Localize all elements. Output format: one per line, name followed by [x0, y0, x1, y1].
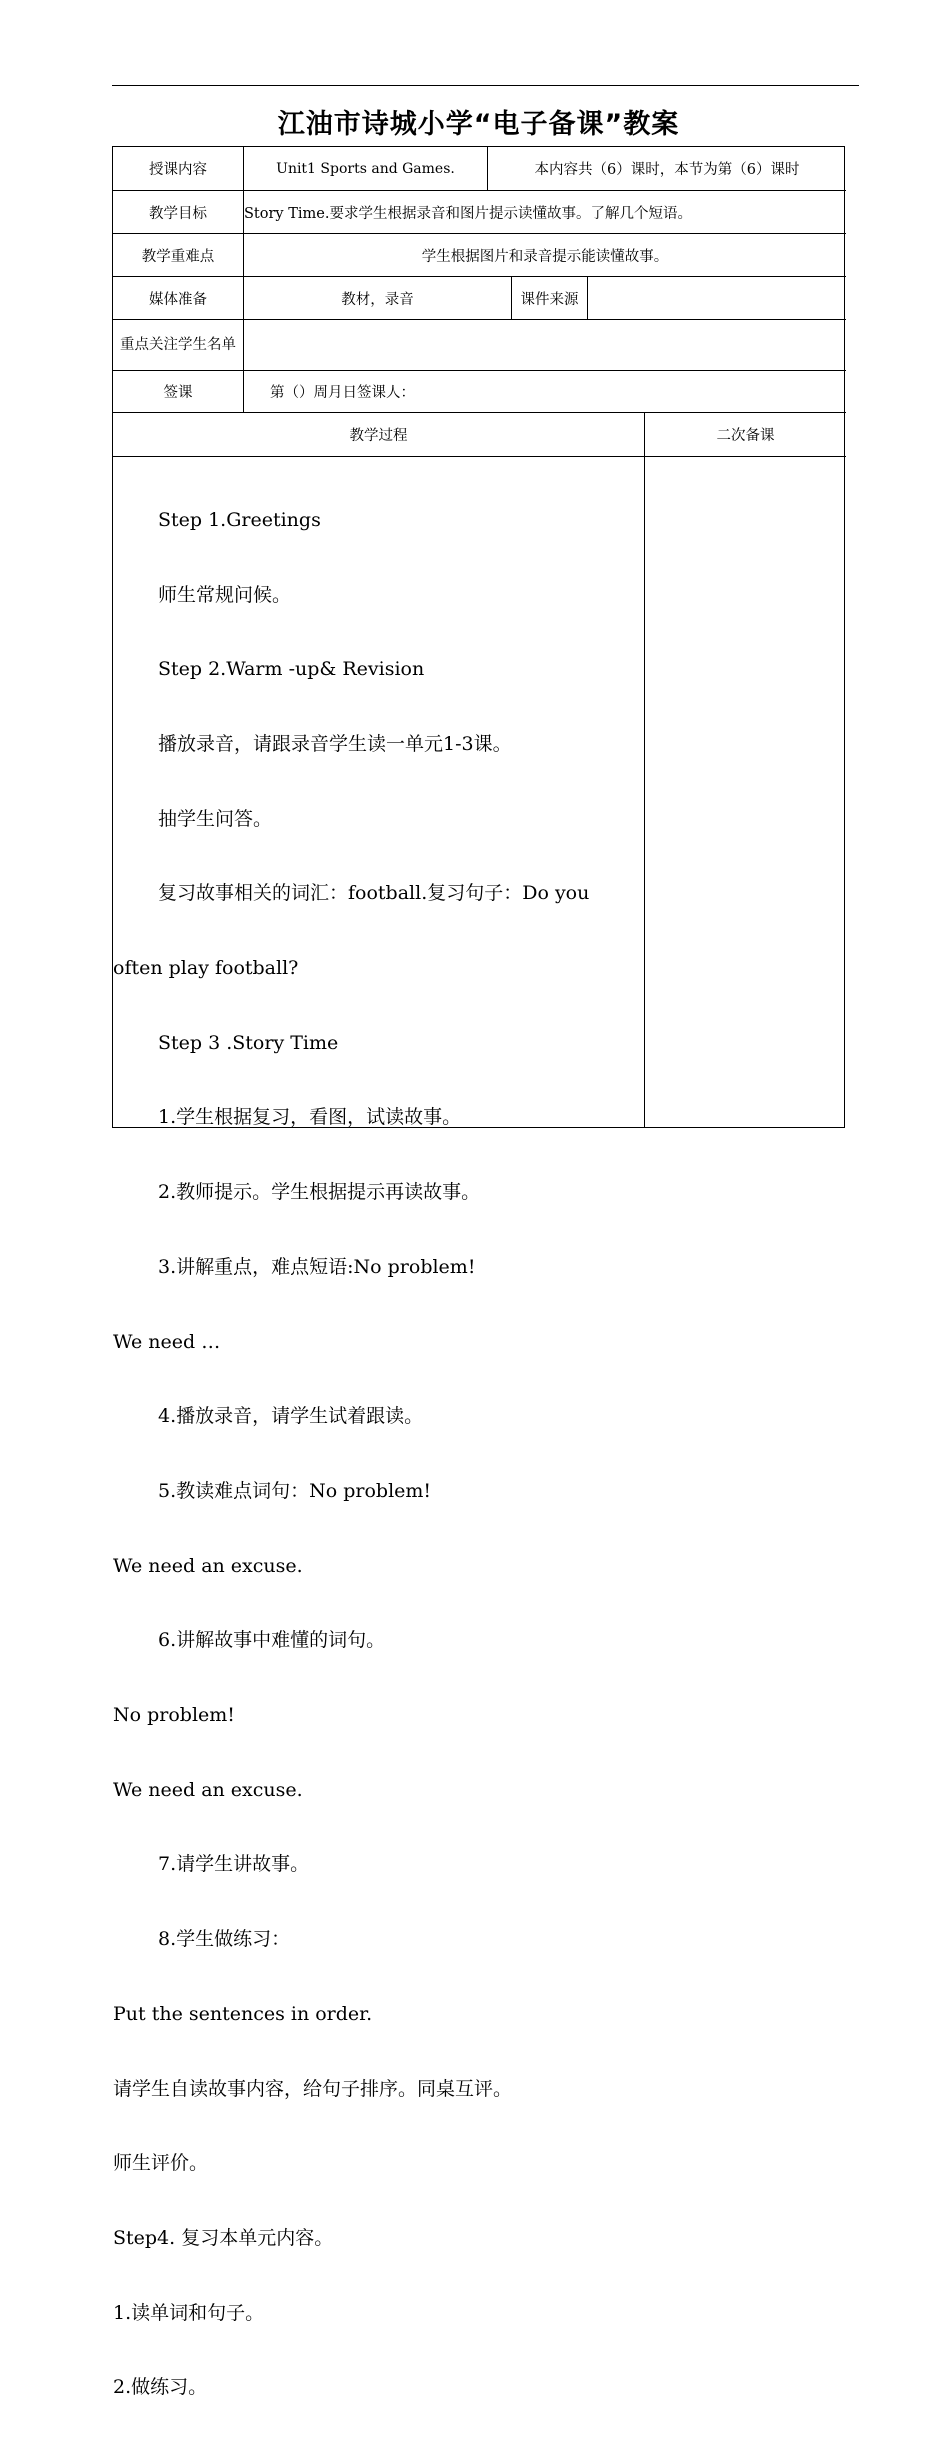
process-line: We need …: [113, 1330, 221, 1353]
process-line: 请学生自读故事内容，给句子排序。同桌互评。: [113, 2077, 513, 2100]
process-line: Step 3 .Story Time: [158, 1031, 339, 1054]
content-label: 授课内容: [113, 147, 244, 190]
students-value: [244, 319, 846, 370]
content-value: Unit1 Sports and Games.: [244, 147, 488, 190]
lesson-plan-table: [112, 146, 845, 2399]
process-line: Step 1.Greetings: [158, 508, 321, 531]
process-line: 抽学生问答。: [158, 807, 273, 830]
goal-value: Story Time.要求学生根据录音和图片提示读懂故事。了解几个短语。: [244, 190, 846, 233]
process-line: 4.播放录音，请学生试着跟读。: [158, 1405, 424, 1428]
process-line: Step4. 复习本单元内容。: [113, 2226, 334, 2249]
process-line: 复习故事相关的词汇：football.复习句子：Do you: [158, 882, 590, 905]
process-line: We need an excuse.: [113, 1554, 303, 1577]
process-line: 8.学生做练习：: [158, 1928, 291, 1951]
second-prep-body: [645, 456, 846, 1128]
process-line: 师生评价。: [113, 2152, 209, 2175]
process-line: 3.讲解重点，难点短语:No problem!: [158, 1255, 476, 1278]
process-line: 7.请学生讲故事。: [158, 1853, 310, 1876]
process-line: often play football?: [113, 957, 299, 980]
process-line: 5.教读难点词句：No problem!: [158, 1479, 432, 1502]
process-line: 2.做练习。: [113, 2376, 208, 2399]
process-line: Put the sentences in order.: [113, 2002, 373, 2025]
sign-label: 签课: [113, 370, 244, 412]
process-line: No problem!: [113, 1704, 235, 1727]
process-line: 1.读单词和句子。: [113, 2301, 265, 2324]
process-line: We need an excuse.: [113, 1778, 303, 1801]
media-label: 媒体准备: [113, 276, 244, 319]
process-line: 1.学生根据复习，看图，试读故事。: [158, 1106, 462, 1129]
process-header: 教学过程: [113, 412, 645, 456]
process-line: 播放录音，请跟录音学生读一单元1-3课。: [158, 732, 512, 755]
process-line: 2.教师提示。学生根据提示再读故事。: [158, 1181, 481, 1204]
source-value: [588, 276, 846, 319]
page-title: 江油市诗城小学“电子备课”教案: [277, 109, 680, 140]
header-rule: [112, 85, 859, 86]
second-prep-header: 二次备课: [645, 412, 846, 456]
process-line: Step 2.Warm -up& Revision: [158, 658, 425, 681]
goal-label: 教学目标: [113, 190, 244, 233]
students-label: 重点关注学生名单: [113, 319, 244, 370]
process-line: 6.讲解故事中难懂的词句。: [158, 1629, 386, 1652]
process-body: [113, 456, 645, 2399]
source-label: 课件来源: [512, 276, 588, 319]
process-line: 师生常规问候。: [158, 583, 292, 606]
lesson-count: 本内容共（6）课时，本节为第（6）课时: [534, 162, 800, 178]
key-value: 学生根据图片和录音提示能读懂故事。: [244, 233, 846, 276]
media-value: 教材，录音: [244, 276, 512, 319]
sign-value: 第（）周月日签课人：: [244, 370, 846, 412]
key-label: 教学重难点: [113, 233, 244, 276]
